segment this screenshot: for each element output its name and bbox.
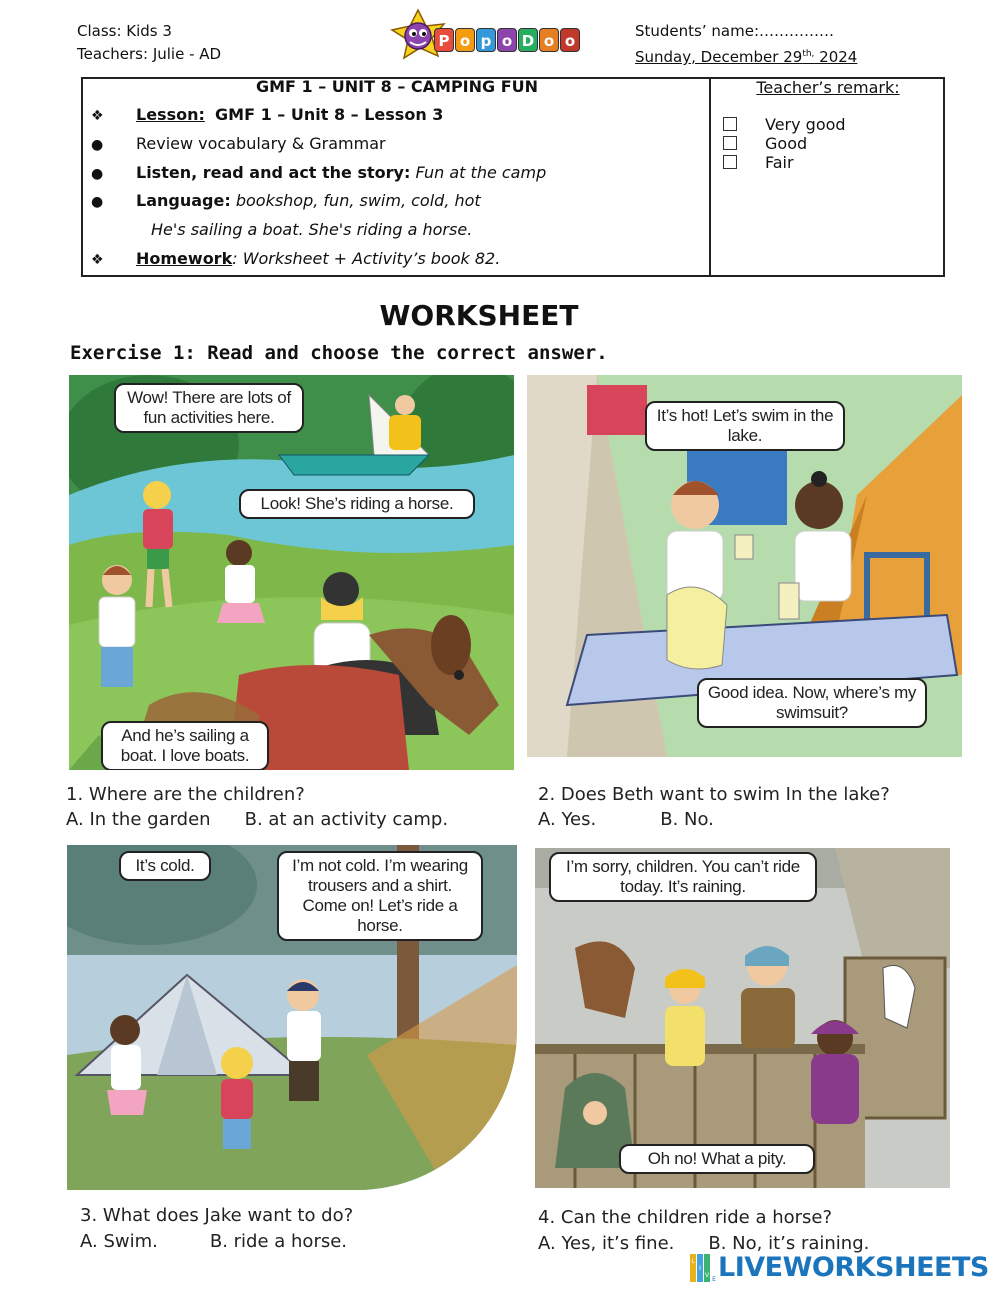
answer-option-a[interactable]: A. Swim. [80, 1231, 158, 1252]
unit-title: GMF 1 – UNIT 8 – CAMPING FUN [255, 77, 539, 96]
logo-letter: o [497, 28, 517, 52]
review-text: Review vocabulary & Grammar [136, 134, 386, 153]
homework-row [91, 249, 500, 270]
homework-label: Homework [136, 249, 233, 268]
language-value: bookshop, fun, swim, cold, hot [235, 191, 481, 210]
question-4: 4. Can the children ride a horse? [538, 1207, 833, 1228]
listen-row [91, 163, 546, 184]
teacher-remark-title: Teacher’s remark: [756, 78, 900, 97]
liveworksheets-mark-icon [690, 1254, 718, 1282]
dot-bullet-icon: ● [91, 166, 104, 182]
speech-bubble: Wow! There are lots of fun activities here. [114, 383, 304, 433]
question-2: 2. Does Beth want to swim In the lake? [538, 784, 890, 805]
language-label: Language: [136, 191, 231, 210]
mark-letter-v: V [704, 1271, 710, 1279]
logo-letter: o [560, 28, 580, 52]
remark-option-label: Fair [765, 153, 794, 172]
speech-bubble: Good idea. Now, where’s my swimsuit? [697, 678, 927, 728]
logo-letter: o [539, 28, 559, 52]
language-sentences: He's sailing a boat. She's riding a horse. [151, 220, 473, 239]
answer-option-a[interactable]: A. In the garden [66, 809, 211, 830]
checkbox[interactable] [723, 117, 737, 131]
lesson-details [83, 79, 711, 275]
answer-option-b[interactable]: B. No. [660, 809, 714, 830]
dot-bullet-icon: ● [91, 137, 104, 153]
story-panel-4 [535, 848, 950, 1188]
camp-lake-illustration [69, 375, 514, 770]
question-1: 1. Where are the children? [66, 784, 305, 805]
popodoo-logo [388, 8, 576, 70]
checkbox[interactable] [723, 155, 737, 169]
listen-label: Listen, read and act the story: [136, 163, 411, 182]
dot-bullet-icon: ● [91, 194, 104, 210]
mark-letter-i: I [699, 1264, 701, 1272]
exercise-title: Exercise 1: Read and choose the correct answer. [70, 342, 608, 364]
logo-letter: o [455, 28, 475, 52]
logo-letter: P [434, 28, 454, 52]
mark-letter-e: E [712, 1275, 716, 1282]
date-label [635, 43, 857, 68]
listen-value: Fun at the camp [415, 163, 547, 182]
remark-option-label: Very good [765, 115, 846, 134]
worksheet-title: WORKSHEET [379, 299, 579, 332]
story-panel-3 [67, 845, 517, 1190]
diamond-bullet-icon: ❖ [91, 108, 104, 124]
homework-value: : Worksheet + Activity’s book 82. [232, 249, 501, 268]
answer-options-2 [538, 808, 714, 832]
speech-bubble: Look! She’s riding a horse. [239, 489, 475, 519]
liveworksheets-wordmark: LIVEWORKSHEETS [718, 1252, 989, 1283]
logo-letter: p [476, 28, 496, 52]
date-suffix: th, [802, 49, 815, 59]
liveworksheets-logo[interactable] [690, 1252, 989, 1283]
class-label: Class: Kids 3 [77, 22, 172, 40]
students-name-field[interactable]: Students’ name:…………… [635, 22, 834, 40]
speech-bubble: It’s hot! Let’s swim in the lake. [645, 401, 845, 451]
teachers-label: Teachers: Julie - AD [77, 45, 222, 63]
speech-bubble: Oh no! What a pity. [619, 1144, 815, 1174]
remark-option-very-good[interactable] [723, 115, 846, 134]
speech-bubble: It’s cold. [119, 851, 211, 881]
checkbox[interactable] [723, 136, 737, 150]
logo-wordmark [434, 28, 580, 52]
lesson-label: Lesson: [136, 105, 205, 124]
diamond-bullet-icon: ❖ [91, 252, 104, 268]
answer-options-1 [66, 808, 448, 832]
speech-bubble: I’m sorry, children. You can’t ride today. It’s raining. [549, 852, 817, 902]
lesson-value: GMF 1 – Unit 8 – Lesson 3 [215, 105, 444, 124]
speech-bubble: And he’s sailing a boat. I love boats. [101, 721, 269, 770]
lesson-info-table [81, 77, 945, 277]
remark-option-label: Good [765, 134, 808, 153]
date-year: 2024 [814, 48, 858, 66]
logo-letter: D [518, 28, 538, 52]
answer-option-a[interactable]: A. Yes. [538, 809, 597, 830]
answer-option-b[interactable]: B. ride a horse. [209, 1231, 348, 1252]
mark-letter-l: L [691, 1257, 695, 1265]
date-text: Sunday, December 29 [635, 48, 803, 66]
story-panel-2 [527, 375, 962, 757]
remark-option-fair[interactable] [723, 153, 794, 172]
story-panel-1 [69, 375, 514, 770]
remark-option-good[interactable] [723, 134, 807, 153]
answer-options-3 [80, 1230, 347, 1254]
speech-bubble: I’m not cold. I’m wearing trousers and a shirt. Come on! Let’s ride a horse. [277, 851, 483, 941]
answer-option-a[interactable]: A. Yes, it’s fine. [538, 1233, 675, 1254]
answer-option-b[interactable]: B. No, it’s raining. [708, 1233, 870, 1254]
language-row [91, 191, 481, 212]
answer-option-b[interactable]: B. at an activity camp. [244, 809, 449, 830]
lesson-row [91, 105, 443, 126]
question-3: 3. What does Jake want to do? [80, 1205, 354, 1226]
review-row [91, 134, 386, 155]
